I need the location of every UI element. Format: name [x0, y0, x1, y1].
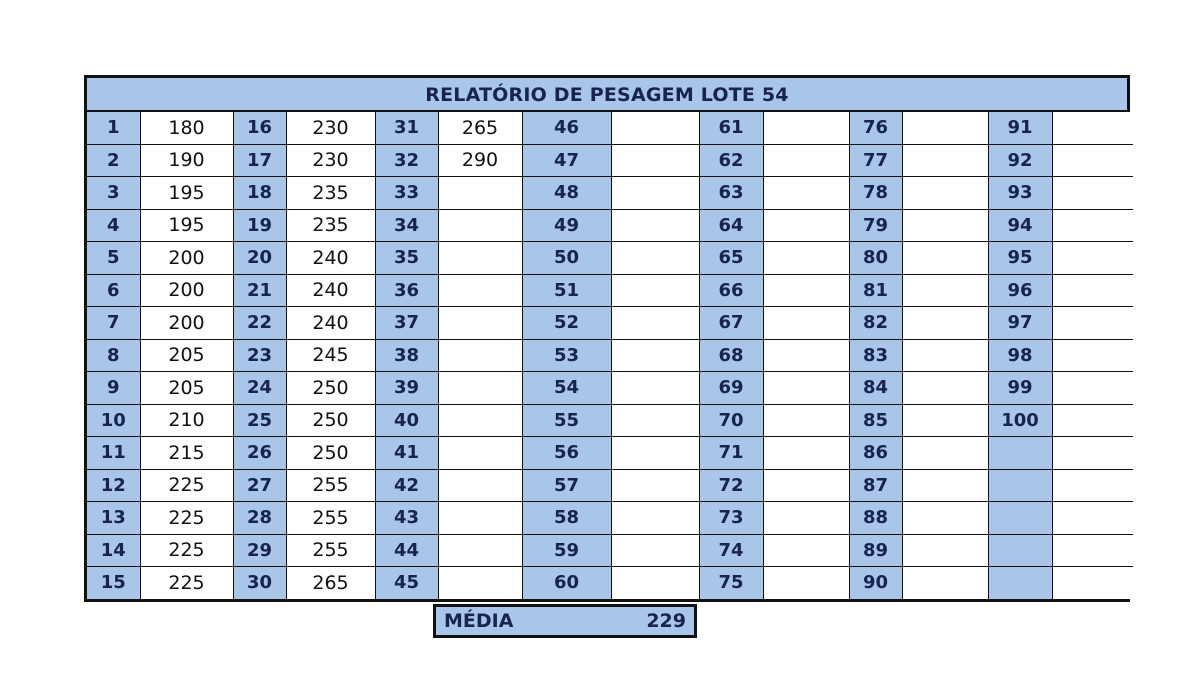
animal-number-cell: 68 — [699, 339, 763, 372]
animal-number-cell: 71 — [699, 437, 763, 470]
animal-number-cell: 24 — [233, 372, 286, 405]
table-row — [87, 372, 1133, 405]
animal-number-cell: 72 — [699, 469, 763, 502]
weight-cell: 250 — [286, 437, 375, 470]
weight-cell — [611, 502, 699, 535]
weight-cell — [1052, 502, 1133, 535]
weight-cell — [1052, 404, 1133, 437]
weight-cell — [763, 177, 849, 210]
weight-cell — [611, 404, 699, 437]
animal-number-cell: 7 — [87, 307, 140, 340]
weight-cell — [611, 307, 699, 340]
animal-number-cell: 93 — [988, 177, 1052, 210]
animal-number-cell: 17 — [233, 144, 286, 177]
animal-number-cell: 89 — [849, 534, 902, 567]
animal-number-cell: 48 — [522, 177, 611, 210]
table-row — [87, 274, 1133, 307]
animal-number-cell: 23 — [233, 339, 286, 372]
weight-cell — [763, 307, 849, 340]
weight-cell: 200 — [140, 274, 233, 307]
animal-number-cell: 62 — [699, 144, 763, 177]
animal-number-cell: 44 — [375, 534, 438, 567]
animal-number-cell: 92 — [988, 144, 1052, 177]
weight-cell — [1052, 372, 1133, 405]
weight-cell — [902, 177, 988, 210]
animal-number-cell: 34 — [375, 209, 438, 242]
animal-number-cell: 37 — [375, 307, 438, 340]
table-row — [87, 534, 1133, 567]
animal-number-cell: 27 — [233, 469, 286, 502]
weight-cell: 255 — [286, 469, 375, 502]
animal-number-cell: 30 — [233, 567, 286, 599]
animal-number-cell: 95 — [988, 242, 1052, 275]
report-title: RELATÓRIO DE PESAGEM LOTE 54 — [87, 78, 1127, 112]
animal-number-cell — [988, 567, 1052, 599]
weighing-report-sheet — [84, 75, 1130, 602]
weight-cell: 205 — [140, 339, 233, 372]
table-row — [87, 144, 1133, 177]
table-row — [87, 209, 1133, 242]
weight-cell — [611, 112, 699, 144]
animal-number-cell: 35 — [375, 242, 438, 275]
animal-number-cell: 38 — [375, 339, 438, 372]
weight-cell — [611, 177, 699, 210]
animal-number-cell: 52 — [522, 307, 611, 340]
weight-cell — [611, 469, 699, 502]
weight-cell — [763, 339, 849, 372]
weight-cell — [763, 437, 849, 470]
animal-number-cell: 28 — [233, 502, 286, 535]
animal-number-cell: 96 — [988, 274, 1052, 307]
animal-number-cell — [988, 437, 1052, 470]
weight-cell — [763, 502, 849, 535]
weight-cell: 245 — [286, 339, 375, 372]
weight-cell: 195 — [140, 209, 233, 242]
animal-number-cell: 81 — [849, 274, 902, 307]
weight-cell — [611, 274, 699, 307]
animal-number-cell: 74 — [699, 534, 763, 567]
animal-number-cell: 49 — [522, 209, 611, 242]
animal-number-cell: 56 — [522, 437, 611, 470]
weight-cell — [611, 437, 699, 470]
weight-cell — [763, 469, 849, 502]
animal-number-cell: 22 — [233, 307, 286, 340]
weight-cell: 265 — [438, 112, 522, 144]
weight-cell — [902, 242, 988, 275]
weight-cell: 240 — [286, 242, 375, 275]
weight-cell — [438, 404, 522, 437]
animal-number-cell: 10 — [87, 404, 140, 437]
weight-cell — [1052, 112, 1133, 144]
animal-number-cell: 46 — [522, 112, 611, 144]
weight-cell — [438, 502, 522, 535]
average-label: MÉDIA — [444, 610, 514, 632]
weight-cell — [438, 567, 522, 599]
animal-number-cell: 42 — [375, 469, 438, 502]
weight-cell — [763, 209, 849, 242]
animal-number-cell: 8 — [87, 339, 140, 372]
animal-number-cell: 45 — [375, 567, 438, 599]
weight-cell — [438, 437, 522, 470]
weighing-grid — [87, 112, 1133, 599]
weight-cell: 200 — [140, 307, 233, 340]
weight-cell: 230 — [286, 112, 375, 144]
animal-number-cell: 55 — [522, 404, 611, 437]
weight-cell — [902, 209, 988, 242]
animal-number-cell: 50 — [522, 242, 611, 275]
weight-cell — [763, 372, 849, 405]
animal-number-cell: 41 — [375, 437, 438, 470]
weight-cell — [611, 144, 699, 177]
animal-number-cell: 79 — [849, 209, 902, 242]
animal-number-cell: 70 — [699, 404, 763, 437]
animal-number-cell: 2 — [87, 144, 140, 177]
animal-number-cell: 53 — [522, 339, 611, 372]
weight-cell — [902, 534, 988, 567]
weight-cell — [902, 307, 988, 340]
weight-cell — [763, 112, 849, 144]
animal-number-cell: 83 — [849, 339, 902, 372]
weight-cell — [763, 144, 849, 177]
animal-number-cell: 84 — [849, 372, 902, 405]
animal-number-cell: 73 — [699, 502, 763, 535]
weight-cell — [1052, 144, 1133, 177]
weight-cell: 180 — [140, 112, 233, 144]
animal-number-cell: 66 — [699, 274, 763, 307]
weight-cell — [438, 372, 522, 405]
weight-cell — [611, 339, 699, 372]
weight-cell — [438, 177, 522, 210]
weight-cell: 225 — [140, 567, 233, 599]
weight-cell: 240 — [286, 307, 375, 340]
weight-cell — [438, 242, 522, 275]
animal-number-cell: 19 — [233, 209, 286, 242]
animal-number-cell: 63 — [699, 177, 763, 210]
animal-number-cell: 32 — [375, 144, 438, 177]
weight-cell: 255 — [286, 502, 375, 535]
table-row — [87, 177, 1133, 210]
weight-cell: 195 — [140, 177, 233, 210]
table-row — [87, 404, 1133, 437]
weight-cell — [902, 144, 988, 177]
animal-number-cell: 99 — [988, 372, 1052, 405]
weight-cell — [763, 567, 849, 599]
animal-number-cell: 64 — [699, 209, 763, 242]
weight-cell: 235 — [286, 177, 375, 210]
weight-cell: 290 — [438, 144, 522, 177]
animal-number-cell: 31 — [375, 112, 438, 144]
animal-number-cell: 88 — [849, 502, 902, 535]
weight-cell: 250 — [286, 404, 375, 437]
animal-number-cell: 13 — [87, 502, 140, 535]
weight-cell — [763, 242, 849, 275]
weight-cell — [611, 567, 699, 599]
weight-cell — [1052, 209, 1133, 242]
animal-number-cell: 69 — [699, 372, 763, 405]
weight-cell: 190 — [140, 144, 233, 177]
table-row — [87, 339, 1133, 372]
animal-number-cell: 82 — [849, 307, 902, 340]
animal-number-cell: 21 — [233, 274, 286, 307]
animal-number-cell: 11 — [87, 437, 140, 470]
animal-number-cell: 87 — [849, 469, 902, 502]
animal-number-cell: 75 — [699, 567, 763, 599]
table-row — [87, 567, 1133, 599]
animal-number-cell: 29 — [233, 534, 286, 567]
weight-cell: 200 — [140, 242, 233, 275]
table-row — [87, 112, 1133, 144]
animal-number-cell: 76 — [849, 112, 902, 144]
animal-number-cell: 67 — [699, 307, 763, 340]
weight-cell: 205 — [140, 372, 233, 405]
weight-cell: 210 — [140, 404, 233, 437]
weight-cell — [1052, 534, 1133, 567]
animal-number-cell: 25 — [233, 404, 286, 437]
animal-number-cell: 16 — [233, 112, 286, 144]
animal-number-cell: 80 — [849, 242, 902, 275]
animal-number-cell: 94 — [988, 209, 1052, 242]
weight-cell — [1052, 567, 1133, 599]
animal-number-cell: 78 — [849, 177, 902, 210]
animal-number-cell: 1 — [87, 112, 140, 144]
animal-number-cell: 59 — [522, 534, 611, 567]
table-row — [87, 437, 1133, 470]
weight-cell — [763, 274, 849, 307]
animal-number-cell: 6 — [87, 274, 140, 307]
animal-number-cell: 4 — [87, 209, 140, 242]
average-box — [433, 604, 697, 638]
weight-cell — [611, 242, 699, 275]
animal-number-cell: 15 — [87, 567, 140, 599]
weight-cell — [438, 469, 522, 502]
weight-cell — [902, 502, 988, 535]
weight-cell: 215 — [140, 437, 233, 470]
weight-cell: 265 — [286, 567, 375, 599]
weight-cell — [1052, 242, 1133, 275]
animal-number-cell: 9 — [87, 372, 140, 405]
weight-cell — [902, 437, 988, 470]
animal-number-cell — [988, 502, 1052, 535]
weight-cell: 230 — [286, 144, 375, 177]
weight-cell — [611, 534, 699, 567]
weight-cell: 225 — [140, 534, 233, 567]
animal-number-cell — [988, 534, 1052, 567]
weight-cell — [902, 274, 988, 307]
weight-cell: 225 — [140, 469, 233, 502]
animal-number-cell — [988, 469, 1052, 502]
weight-cell — [1052, 339, 1133, 372]
weight-cell — [611, 209, 699, 242]
weight-cell — [1052, 469, 1133, 502]
animal-number-cell: 86 — [849, 437, 902, 470]
table-row — [87, 307, 1133, 340]
weight-cell — [763, 534, 849, 567]
weight-cell — [1052, 177, 1133, 210]
animal-number-cell: 91 — [988, 112, 1052, 144]
weight-cell — [438, 339, 522, 372]
animal-number-cell: 65 — [699, 242, 763, 275]
animal-number-cell: 14 — [87, 534, 140, 567]
table-row — [87, 242, 1133, 275]
animal-number-cell: 20 — [233, 242, 286, 275]
animal-number-cell: 3 — [87, 177, 140, 210]
weight-cell — [902, 469, 988, 502]
animal-number-cell: 61 — [699, 112, 763, 144]
weight-cell: 235 — [286, 209, 375, 242]
weight-cell — [763, 404, 849, 437]
weight-cell — [902, 404, 988, 437]
weight-cell — [902, 112, 988, 144]
animal-number-cell: 51 — [522, 274, 611, 307]
animal-number-cell: 100 — [988, 404, 1052, 437]
weight-cell: 250 — [286, 372, 375, 405]
animal-number-cell: 36 — [375, 274, 438, 307]
weight-cell — [438, 534, 522, 567]
animal-number-cell: 60 — [522, 567, 611, 599]
weight-cell — [611, 372, 699, 405]
weight-cell — [1052, 307, 1133, 340]
weight-cell: 255 — [286, 534, 375, 567]
animal-number-cell: 90 — [849, 567, 902, 599]
animal-number-cell: 39 — [375, 372, 438, 405]
average-value: 229 — [646, 610, 686, 632]
animal-number-cell: 18 — [233, 177, 286, 210]
weight-cell — [438, 209, 522, 242]
weight-cell — [902, 567, 988, 599]
table-row — [87, 469, 1133, 502]
weight-cell: 225 — [140, 502, 233, 535]
weight-cell — [902, 339, 988, 372]
weight-cell: 240 — [286, 274, 375, 307]
animal-number-cell: 5 — [87, 242, 140, 275]
weight-cell — [438, 307, 522, 340]
table-row — [87, 502, 1133, 535]
weight-cell — [902, 372, 988, 405]
animal-number-cell: 97 — [988, 307, 1052, 340]
animal-number-cell: 85 — [849, 404, 902, 437]
animal-number-cell: 54 — [522, 372, 611, 405]
animal-number-cell: 33 — [375, 177, 438, 210]
animal-number-cell: 26 — [233, 437, 286, 470]
animal-number-cell: 40 — [375, 404, 438, 437]
animal-number-cell: 47 — [522, 144, 611, 177]
animal-number-cell: 57 — [522, 469, 611, 502]
animal-number-cell: 58 — [522, 502, 611, 535]
weight-cell — [1052, 274, 1133, 307]
weight-cell — [1052, 437, 1133, 470]
weight-cell — [438, 274, 522, 307]
animal-number-cell: 12 — [87, 469, 140, 502]
animal-number-cell: 77 — [849, 144, 902, 177]
animal-number-cell: 43 — [375, 502, 438, 535]
animal-number-cell: 98 — [988, 339, 1052, 372]
